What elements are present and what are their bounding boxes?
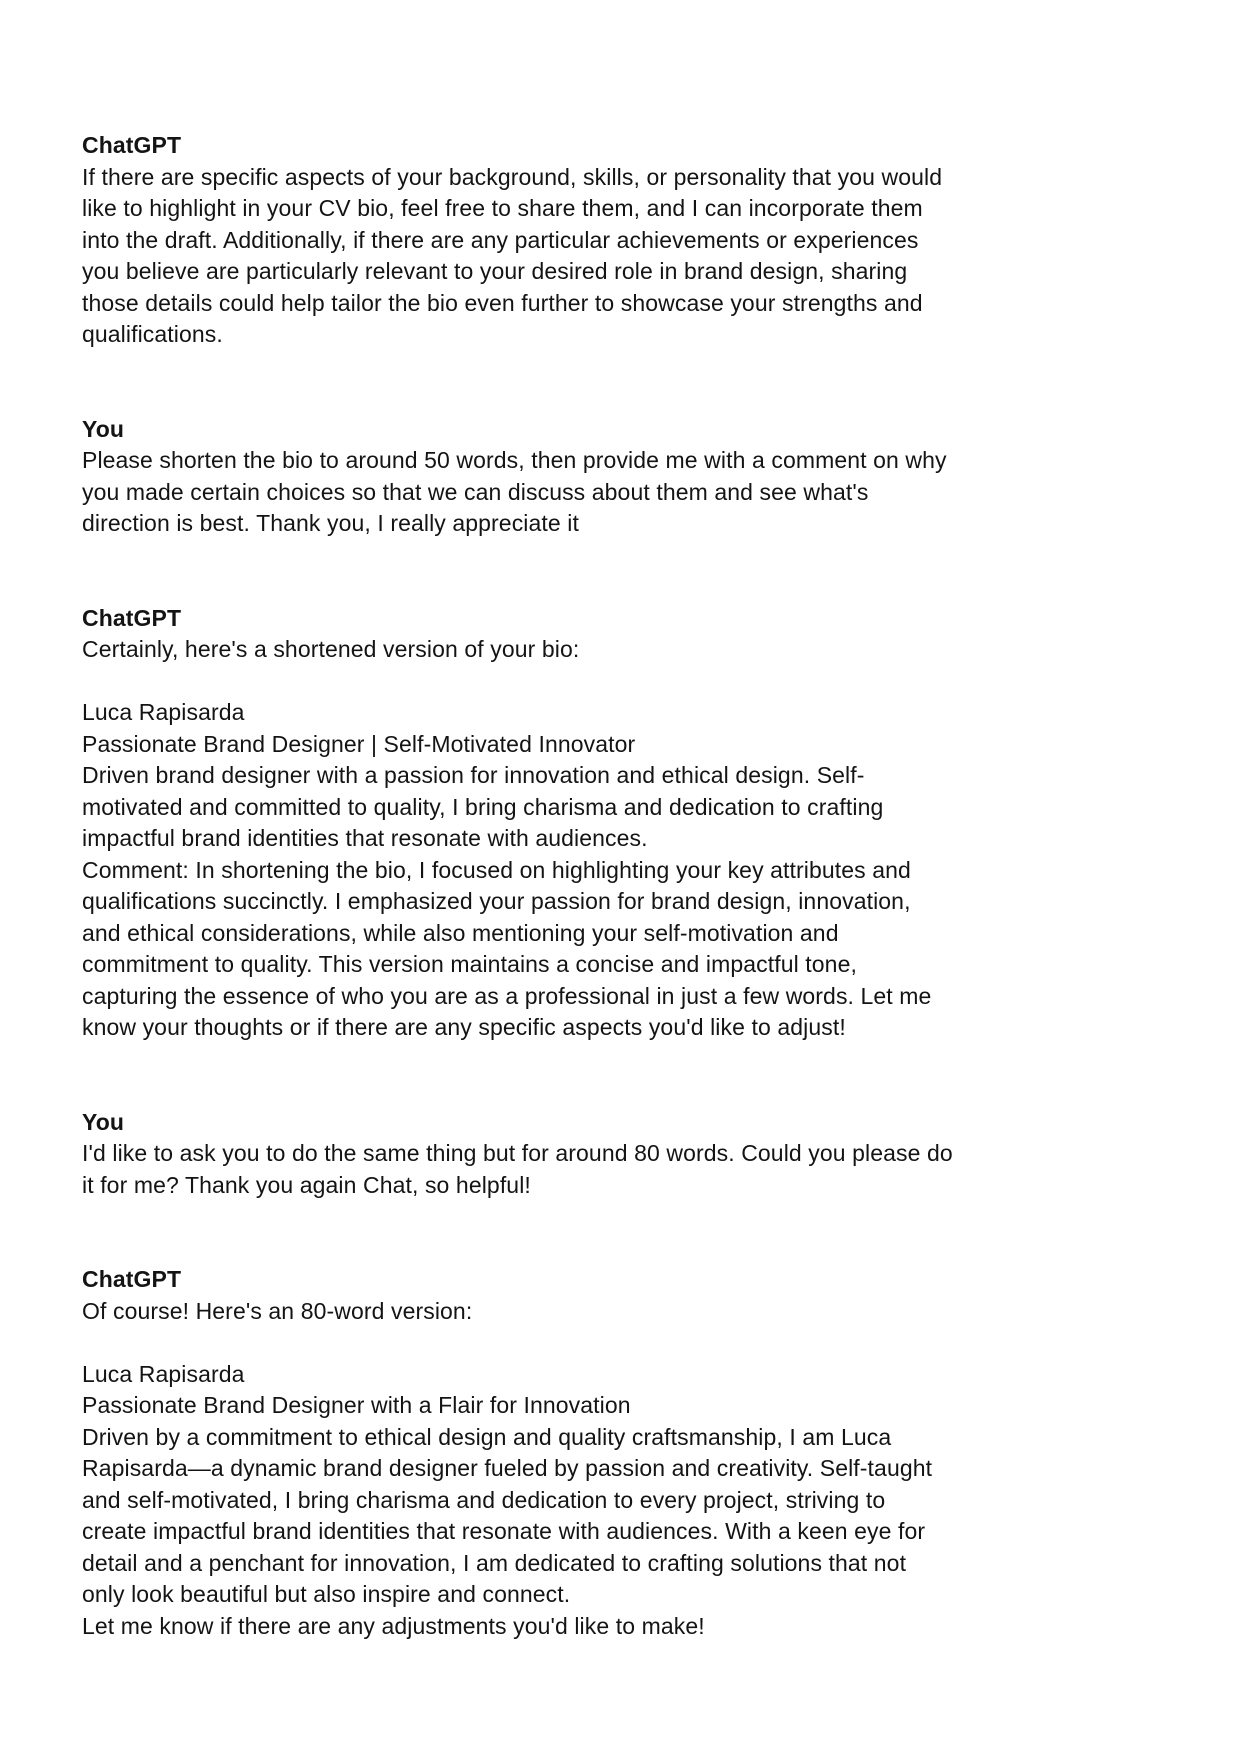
message-line: and ethical considerations, while also mentioning your self-motivation and	[82, 919, 839, 946]
message-line: create impactful brand identities that resonate with audiences. With a keen eye for	[82, 1518, 926, 1544]
transcript	[82, 130, 1180, 1705]
message-line: Comment: In shortening the bio, I focused on highlighting your key attributes and	[82, 856, 911, 883]
message-line: motivated and committed to quality, I bring charisma and dedication to crafting	[82, 793, 884, 820]
message-line: capturing the essence of who you are as a professional in just a few words. Let me	[82, 982, 932, 1009]
message-line: Passionate Brand Designer with a Flair for Innovation	[82, 1392, 631, 1418]
message-line: detail and a penchant for innovation, I am dedicated to crafting solutions that not	[82, 1549, 907, 1576]
message-line: Passionate Brand Designer | Self-Motivated Innovator	[82, 730, 636, 757]
message-block	[82, 1359, 1180, 1643]
message-line: you made certain choices so that we can discuss about them and see what's	[82, 478, 869, 505]
speaker-label: ChatGPT	[82, 604, 182, 631]
message-line: Luca Rapisarda	[82, 699, 245, 725]
message-block	[82, 634, 1180, 666]
message-line: Please shorten the bio to around 50 words, then provide me with a comment on why	[82, 447, 947, 473]
message-line: qualifications.	[82, 321, 223, 347]
message	[82, 130, 1180, 351]
message	[82, 1264, 1180, 1642]
message-line: Rapisarda—a dynamic brand designer fueled by passion and creativity. Self-taught	[82, 1455, 933, 1481]
message	[82, 414, 1180, 540]
message-line: Certainly, here's a shortened version of your bio:	[82, 636, 580, 662]
message-line: it for me? Thank you again Chat, so helpful!	[82, 1171, 531, 1198]
message-block	[82, 697, 1180, 1044]
message-line: qualifications succinctly. I emphasized your passion for brand design, innovation,	[82, 888, 911, 914]
message-block	[82, 1138, 1180, 1201]
speaker-label: ChatGPT	[82, 132, 182, 158]
message-line: know your thoughts or if there are any specific aspects you'd like to adjust!	[82, 1014, 846, 1040]
message-line: Driven by a commitment to ethical design and quality craftsmanship, I am Luca	[82, 1423, 892, 1450]
message-line: and self-motivated, I bring charisma and dedication to every project, striving to	[82, 1486, 886, 1513]
message-line: Let me know if there are any adjustments you'd like to make!	[82, 1612, 705, 1639]
message-line: those details could help tailor the bio even further to showcase your strengths and	[82, 289, 923, 316]
message-line: commitment to quality. This version maintains a concise and impactful tone,	[82, 951, 857, 977]
speaker-label: You	[82, 1108, 125, 1135]
speaker-label: You	[82, 415, 125, 442]
message-line: Of course! Here's an 80-word version:	[82, 1297, 473, 1324]
message-line: like to highlight in your CV bio, feel free to share them, and I can incorporate them	[82, 195, 923, 221]
message-line: into the draft. Additionally, if there are any particular achievements or experiences	[82, 226, 919, 253]
message-line: impactful brand identities that resonate with audiences.	[82, 825, 648, 851]
message-line: Driven brand designer with a passion for innovation and ethical design. Self-	[82, 762, 865, 788]
message-line: If there are specific aspects of your background, skills, or personality that you would	[82, 163, 943, 190]
message-line: direction is best. Thank you, I really appreciate it	[82, 510, 579, 536]
message	[82, 1107, 1180, 1202]
message-line: you believe are particularly relevant to your desired role in brand design, sharing	[82, 258, 908, 284]
message-line: only look beautiful but also inspire and connect.	[82, 1581, 571, 1607]
message	[82, 603, 1180, 1044]
message-block	[82, 162, 1180, 351]
message-block	[82, 445, 1180, 540]
message-block	[82, 1296, 1180, 1328]
message-line: Luca Rapisarda	[82, 1360, 245, 1387]
speaker-label: ChatGPT	[82, 1266, 182, 1292]
message-line: I'd like to ask you to do the same thing but for around 80 words. Could you please do	[82, 1140, 953, 1166]
